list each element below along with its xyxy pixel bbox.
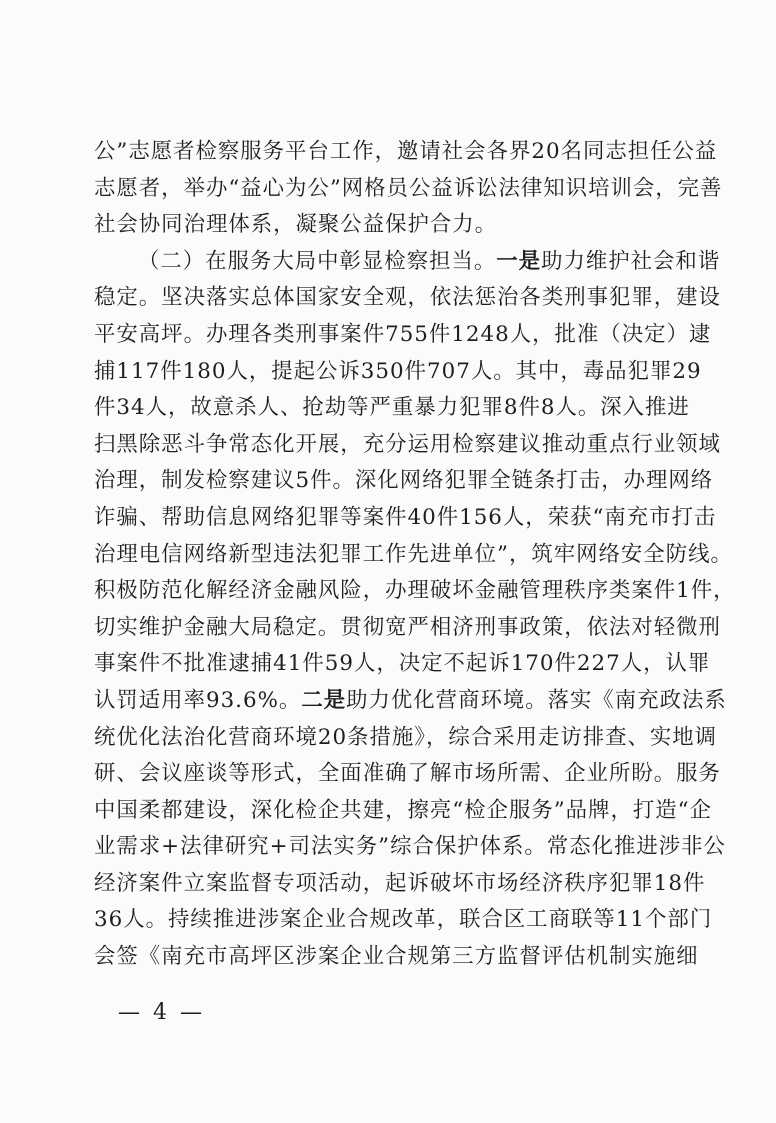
text-line: 捕117件180人，提起公诉350件707人。其中，毒品犯罪29 xyxy=(94,358,702,384)
section-heading: （二）在服务大局中彰显检察担当。 xyxy=(138,248,497,274)
text-fragment: 认罚适用率93.6%。 xyxy=(94,687,302,713)
body-text xyxy=(94,134,736,976)
text-line: 治理，制发检察建议5件。深化网络犯罪全链条打击，办理网络 xyxy=(94,468,714,494)
text-line: 中国柔都建设，深化检企共建，擦亮“检企服务”品牌，打造“企 xyxy=(94,797,712,823)
text-line: 诈骗、帮助信息网络犯罪等案件40件156人，荣获“南充市打击 xyxy=(94,504,717,530)
text-line: 36人。持续推进涉案企业合规改革，联合区工商联等11个部门 xyxy=(94,907,713,933)
page-number: — 4 — xyxy=(118,1000,205,1025)
text-line: 件34人，故意杀人、抢劫等严重暴力犯罪8件8人。深入推进 xyxy=(94,395,690,421)
text-fragment: 助力优化营商环境。落实《南充政法系 xyxy=(346,687,727,713)
text-line: 志愿者，举办“益心为公”网格员公益诉讼法律知识培训会，完善 xyxy=(94,175,723,201)
point-marker-two: 二是 xyxy=(301,687,347,713)
point-marker-one: 一是 xyxy=(496,248,542,274)
text-line: 稳定。坚决落实总体国家安全观，依法惩治各类刑事犯罪，建设 xyxy=(94,285,721,311)
text-line: 统优化法治化营商环境20条措施》，综合采用走访排查、实地调 xyxy=(94,724,718,750)
text-line: 业需求+法律研究+司法实务”综合保护体系。常态化推进涉非公 xyxy=(94,834,726,860)
text-line: 研、会议座谈等形式，全面准确了解市场所需、企业所盼。服务 xyxy=(94,761,721,787)
text-line: 事案件不批准逮捕41件59人，决定不起诉170件227人，认罪 xyxy=(94,651,711,677)
text-line: 平安高坪。办理各类刑事案件755件1248人，批准（决定）逮 xyxy=(94,321,712,347)
text-line: 经济案件立案监督专项活动，起诉破坏市场经济秩序犯罪18件 xyxy=(94,870,706,896)
text-line: 会签《南充市高坪区涉案企业合规第三方监督评估机制实施细 xyxy=(94,944,699,970)
text-fragment: 助力维护社会和谐 xyxy=(541,248,721,274)
text-line: 扫黑除恶斗争常态化开展，充分运用检察建议推动重点行业领域 xyxy=(94,431,721,457)
text-line: 切实维护金融大局稳定。贯彻宽严相济刑事政策，依法对轻微刑 xyxy=(94,614,721,640)
text-line-point-two xyxy=(94,683,727,720)
text-line-section-heading xyxy=(94,244,721,281)
text-line: 公”志愿者检察服务平台工作，邀请社会各界20名同志担任公益 xyxy=(94,139,718,164)
text-line: 治理电信网络新型违法犯罪工作先进单位”，筑牢网络安全防线。 xyxy=(94,541,733,567)
text-line: 社会协同治理体系，凝聚公益保护合力。 xyxy=(94,212,498,238)
text-line: 积极防范化解经济金融风险，办理破坏金融管理秩序类案件1件， xyxy=(94,578,736,604)
